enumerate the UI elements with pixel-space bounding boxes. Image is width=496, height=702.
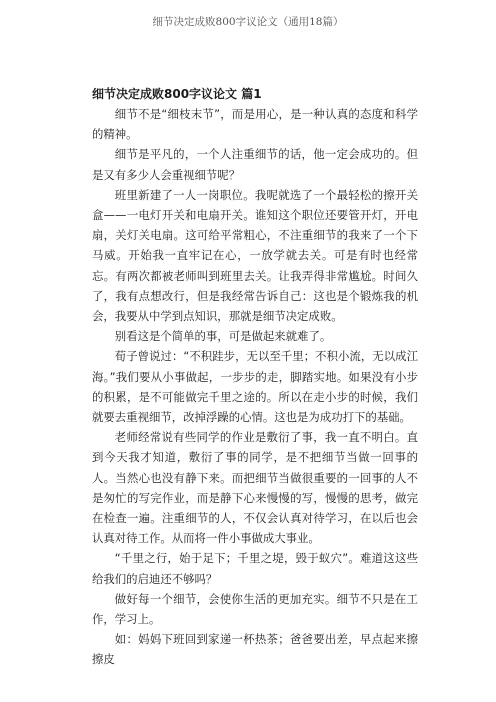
- paragraph: 荀子曾说过：“不积跬步，无以至千里；不积小流，无以成江海。”我们要从小事做起，一步步的走，脚踏实地。如果没有小步的积累，是不可能做完千里之途的。所以在走小步的时候，我们就要去重视细节，改掉浮躁的心情。这也是为成功打下的基础。: [92, 349, 418, 425]
- paragraph: 做好每一个细节，会使你生活的更加充实。细节不只是在工作，学习上。: [92, 591, 418, 627]
- paragraph: “千里之行，始于足下；千里之堤，毁于蚁穴”。难道这这些给我们的启迪还不够吗？: [92, 551, 418, 586]
- article-title: 细节决定成败800字议论文 篇1: [92, 87, 262, 101]
- paragraph: 细节不是“细枝末节”，而是用心，是一种认真的态度和科学的精神。: [92, 107, 418, 142]
- paragraph: 班里新建了一人一岗职位。我呢就选了一个最轻松的擦开关盒——一电灯开关和电扇开关。谁知这个职位还要管开灯，开电扇，关灯关电扇。这可给平常粗心，不注重细节的我来了一个下马威。开始我一直牢记在心，一放学就去关。可是有时也经常忘。有两次都被老师叫到班里去关。让我弄得非常尴尬。时间久了，我有点想改行，但是我经常告诉自己：这也是个锻炼我的机会，我要从中学到点知识，那就是细节决定成败。: [92, 187, 418, 324]
- paragraph: 如：妈妈下班回到家递一杯热茶；爸爸要出差，早点起来擦擦皮: [92, 632, 418, 667]
- paragraph: 别看这是个简单的事，可是做起来就难了。: [114, 329, 332, 344]
- paragraph: 老师经常说有些同学的作业是敷衍了事，我一直不明白。直到今天我才知道，敷衍了事的同学，是不把细节当做一回事的人。当然心也没有静下来。而把细节当做很重要的一回事的人不是匆忙的写完作业，而是静下心来慢慢的写，慢慢的思考，做完在检查一遍。注重细节的人，不仅会认真对待学习，在以后也会认真对待工作。从而将一件小事做成大事业。: [92, 430, 418, 546]
- article-body: [92, 84, 418, 670]
- page-header-title: 细节决定成败800字议论文（通用18篇）: [152, 16, 344, 28]
- paragraph: 细节是平凡的，一个人注重细节的话，他一定会成功的。但是又有多少人会重视细节呢？: [92, 147, 418, 182]
